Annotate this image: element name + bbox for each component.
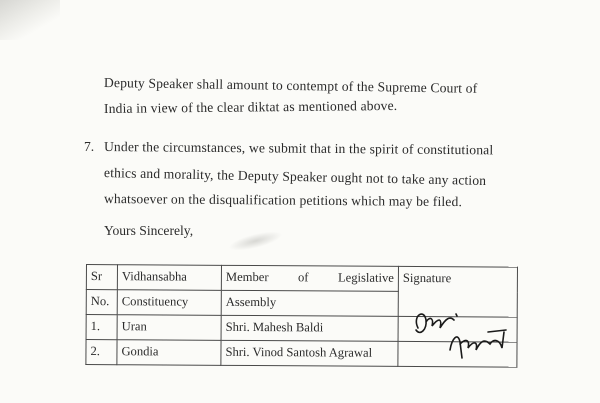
header-constituency: Vidhansabha — [117, 265, 221, 291]
row-2-sr: 2. — [86, 340, 117, 365]
paragraph-7 — [104, 134, 493, 212]
signature-2 — [450, 330, 506, 358]
row-1-member: Shri. Mahesh Baldi — [221, 315, 398, 341]
header-member-word-1: Member — [225, 269, 269, 285]
signature-1 — [416, 314, 457, 332]
continuation-paragraph — [104, 70, 477, 122]
row-2-member: Shri. Vinod Santosh Agrawal — [221, 340, 398, 366]
paragraph-7-line-1: Under the circumstances, we submit that in the spirit of constitutional — [103, 139, 494, 158]
row-1-sr: 1. — [86, 315, 117, 340]
handwritten-signatures — [410, 302, 510, 364]
header-signature: Signature — [398, 266, 517, 317]
closing-salutation: Yours Sincerely, — [104, 223, 194, 238]
continuation-line-1: Deputy Speaker shall amount to contempt of the Supreme Court of — [103, 75, 478, 96]
header-member-word-2: of — [297, 270, 309, 285]
header-member-cont: Assembly — [221, 290, 398, 316]
header-sr: Sr — [86, 265, 117, 290]
paragraph-number: 7. — [84, 139, 95, 154]
row-2-constituency: Gondia — [117, 340, 221, 366]
header-member-word-3: Legislative — [337, 270, 394, 285]
row-1-constituency: Uran — [117, 315, 221, 341]
header-constituency-cont: Constituency — [117, 290, 221, 316]
paper-smudge — [227, 228, 284, 255]
continuation-line-2: India in view of the clear diktat as mentioned above. — [103, 97, 398, 116]
paragraph-7-line-3: whatsoever on the disqualification petitions which may be filed. — [103, 191, 463, 210]
header-member — [221, 265, 398, 291]
table-header-row-1 — [86, 265, 517, 293]
paper-fold-shadow — [0, 0, 60, 40]
header-sr-cont: No. — [86, 290, 117, 315]
paragraph-7-line-2: ethics and morality, the Deputy Speaker ought not to take any action — [103, 165, 487, 189]
